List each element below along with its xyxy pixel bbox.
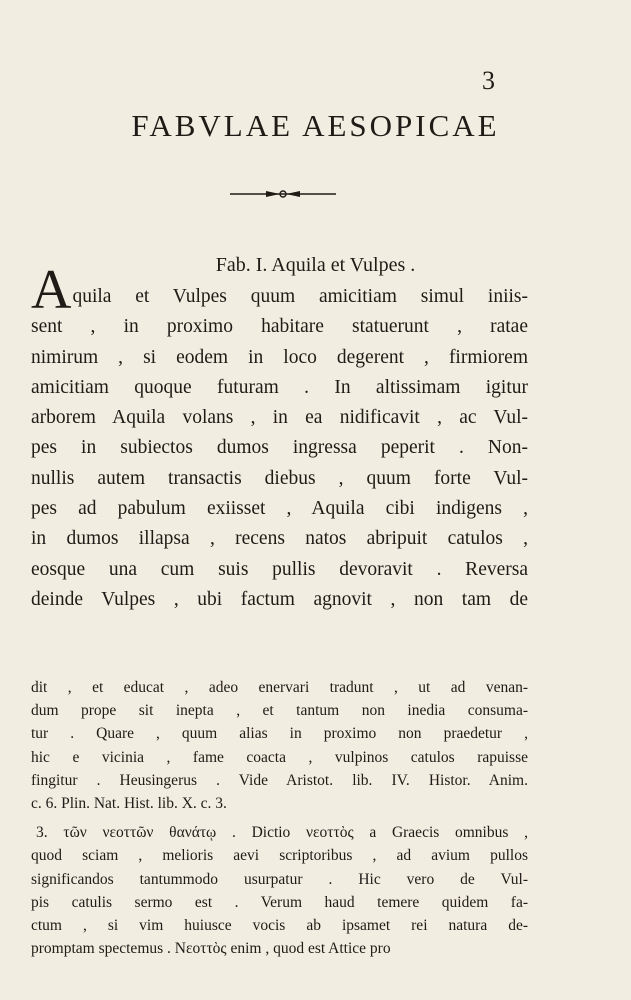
footnote-line: dit , et educat , adeo enervari tradunt , ut ad venan- [31, 679, 528, 696]
main-text-line: amicitiam quoque futuram . In altissimam igitur [31, 376, 528, 398]
main-text-line: deinde Vulpes , ubi factum agnovit , non tam de [31, 588, 528, 610]
footnote-line: c. 6. Plin. Nat. Hist. lib. X. c. 3. [31, 794, 227, 812]
main-text-line: pes ad pabulum exiisset , Aquila cibi indigens , [31, 498, 528, 520]
main-text-line: nullis autem transactis diebus , quum forte Vul- [31, 467, 528, 489]
footnote-line: significandos tantummodo usurpatur . Hic vero de Vul- [31, 870, 528, 888]
footnotes [31, 676, 528, 960]
footnote-line: fingitur . Heusingerus . Vide Aristot. lib. IV. Histor. Anim. [31, 771, 528, 789]
footnote-line: hic e vicinia , fame coacta , vulpinos catulos rapuisse [31, 748, 528, 766]
page-number: 3 [482, 66, 495, 95]
page-title: FABVLAE AESOPICAE [131, 108, 500, 143]
footnote-line: quod sciam , melioris aevi scriptoribus , ad avium pullos [31, 847, 528, 865]
footnote-line: pis catulis sermo est . Verum haud temere quidem fa- [31, 893, 528, 911]
main-text-line: pes in subiectos dumos ingressa peperit . Non- [31, 437, 528, 459]
main-text-line: nimirum , si eodem in loco degerent , firmiorem [31, 346, 528, 368]
drop-cap: A [31, 259, 72, 322]
fable-title: Fab. I. Aquila et Vulpes . [215, 254, 416, 276]
main-text-line: sent , in proximo habitare statuerunt , ratae [31, 316, 528, 338]
footnote-line: promptam spectemus . Νεοττὸς enim , quod est Attice pro [31, 940, 391, 958]
footnote-line: tur . Quare , quum alias in proximo non praedetur , [31, 725, 528, 743]
footnote-line: 3. τῶν νεοττῶν θανάτῳ . Dictio νεοττὸς a Graecis omnibus , [36, 824, 528, 842]
ornament-divider [230, 189, 336, 199]
main-text-line: in dumos illapsa , recens natos abripuit catulos , [31, 528, 528, 550]
main-text-line: eosque una cum suis pullis devoravit . Reversa [31, 558, 528, 580]
footnote-line: ctum , si vim huiusce vocis ab ipsamet rei natura de- [31, 916, 528, 934]
main-text-line: arborem Aquila volans , in ea nidificavit , ac Vul- [31, 407, 528, 429]
main-text-line: quila et Vulpes quum amicitiam simul iniis- [72, 286, 528, 307]
footnote-line: dum prope sit inepta , et tantum non inedia consuma- [31, 702, 528, 720]
